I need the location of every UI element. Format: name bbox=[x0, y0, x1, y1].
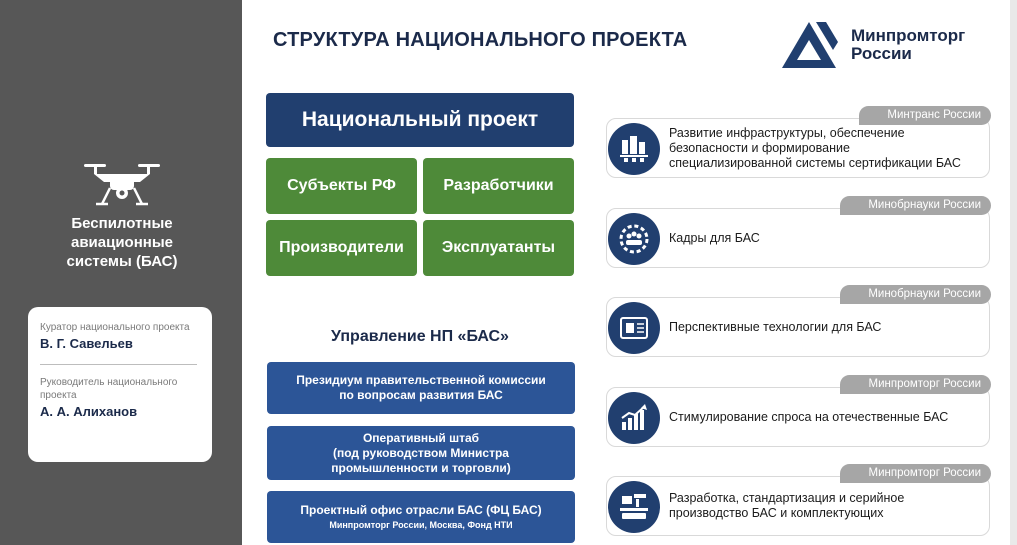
ministry-tag: Минтранс России bbox=[859, 106, 991, 125]
direction-text: Кадры для БАС bbox=[669, 230, 760, 245]
ministry-logo-text bbox=[851, 27, 1001, 63]
title-line-3: системы (БАС) bbox=[66, 253, 178, 270]
head-name: А. А. Алиханов bbox=[40, 404, 138, 419]
head-role: Руководитель национального проекта bbox=[40, 377, 178, 401]
growth-chart-icon bbox=[608, 392, 660, 444]
presidium-box bbox=[267, 362, 575, 414]
logo-line-1: Минпромторг bbox=[851, 26, 966, 45]
curator-name: В. Г. Савельев bbox=[40, 336, 133, 351]
participant-box-operators: Эксплуатанты bbox=[423, 220, 574, 276]
office-subline: Минпромторг России, Москва, Фонд НТИ bbox=[329, 520, 513, 530]
page-title: СТРУКТУРА НАЦИОНАЛЬНОГО ПРОЕКТА bbox=[273, 29, 688, 51]
left-panel-title bbox=[40, 214, 204, 271]
direction-card-personnel bbox=[606, 199, 990, 268]
project-office-box bbox=[267, 491, 575, 543]
participant-box-manufacturers: Производители bbox=[266, 220, 417, 276]
ministry-tag: Минпромторг России bbox=[840, 464, 991, 483]
ministry-tag: Минпромторг России bbox=[840, 375, 991, 394]
direction-card-demand bbox=[606, 378, 990, 447]
people-gear-icon bbox=[608, 213, 660, 265]
logo-line-2: России bbox=[851, 44, 912, 63]
direction-card-technologies bbox=[606, 288, 990, 357]
operational-hq-box bbox=[267, 426, 575, 480]
ministry-logo-icon bbox=[780, 20, 838, 70]
curator-role: Куратор национального проекта bbox=[40, 322, 190, 333]
direction-card-production bbox=[606, 467, 990, 536]
chip-board-icon bbox=[608, 302, 660, 354]
factory-machine-icon bbox=[608, 481, 660, 533]
title-line-2: авиационные bbox=[70, 234, 173, 251]
direction-text: Разработка, стандартизация и серийное производство БАС и комплектующих bbox=[669, 491, 905, 520]
hq-line-1: Оперативный штаб bbox=[362, 430, 480, 445]
hq-line-3: промышленности и торговли) bbox=[331, 460, 511, 475]
participant-box-regions: Субъекты РФ bbox=[266, 158, 417, 214]
direction-card-infrastructure bbox=[606, 109, 990, 178]
national-project-box: Национальный проект bbox=[266, 93, 574, 147]
card-divider bbox=[40, 364, 197, 365]
direction-text: Перспективные технологии для БАС bbox=[669, 319, 882, 334]
city-infrastructure-icon bbox=[608, 123, 660, 175]
presidium-line-1: Президиум правительственной комиссии bbox=[296, 373, 546, 387]
participant-box-developers: Разработчики bbox=[423, 158, 574, 214]
hq-line-2: (под руководством Министра bbox=[333, 445, 509, 460]
presidium-line-2: по вопросам развития БАС bbox=[339, 388, 503, 402]
ministry-tag: Минобрнауки России bbox=[840, 285, 991, 304]
office-line-1: Проектный офис отрасли БАС (ФЦ БАС) bbox=[300, 503, 542, 517]
ministry-tag: Минобрнауки России bbox=[840, 196, 991, 215]
governance-title: Управление НП «БАС» bbox=[331, 328, 509, 345]
title-line-1: Беспилотные bbox=[71, 215, 173, 232]
right-edge-strip bbox=[1010, 0, 1017, 545]
direction-text: Стимулирование спроса на отечественные БАС bbox=[669, 409, 949, 424]
drone-icon bbox=[82, 158, 162, 214]
left-panel bbox=[0, 0, 242, 545]
project-leaders-card bbox=[28, 307, 212, 462]
direction-text: Развитие инфраструктуры, обеспечение безопасности и формирование специализированной системы сертификации БАС bbox=[669, 125, 961, 170]
